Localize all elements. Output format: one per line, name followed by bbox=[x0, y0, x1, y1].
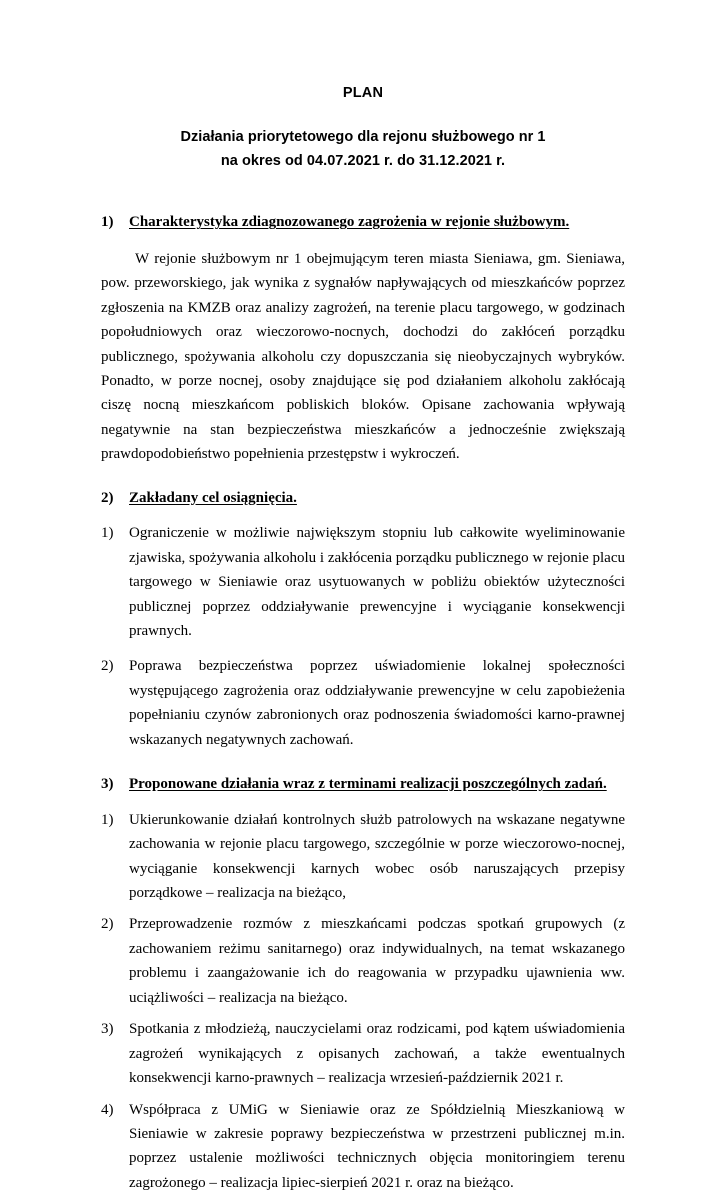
list-item-text: Przeprowadzenie rozmów z mieszkańcami podczas spotkań grupowych (z zachowaniem reżimu sanitarnego) oraz indywidualnych, na temat wskazanego problemu i zaangażowanie ich do reagowania w przypadku ujawnienia ww. uciążliwości – realizacja na bieżąco. bbox=[129, 916, 625, 1006]
list-item bbox=[101, 912, 625, 1010]
list-item-number: 1) bbox=[101, 525, 114, 542]
subtitle-line-2: na okres od 04.07.2021 r. do 31.12.2021 r. bbox=[220, 152, 506, 169]
page-title: PLAN bbox=[342, 85, 384, 101]
list-item-number: 3) bbox=[101, 1021, 114, 1038]
list-item bbox=[101, 521, 625, 643]
title-block bbox=[101, 0, 625, 173]
subtitle-line-1: Działania priorytetowego dla rejonu służbowego nr 1 bbox=[180, 129, 546, 146]
document-content bbox=[101, 0, 625, 1202]
list-item-number: 1) bbox=[101, 811, 114, 828]
section-2-list bbox=[101, 521, 625, 752]
list-item-text: Poprawa bezpieczeństwa poprzez uświadomienie lokalnej społeczności występującego zagrożenia oraz oddziaływanie prewencyjne w celu zapobieżenia popełnianiu czynów zabronionych oraz podnoszenia świadomości karno-prawnej wskazanych negatywnych zachowań. bbox=[129, 658, 625, 748]
list-item-text: Spotkania z młodzieżą, nauczycielami oraz rodzicami, pod kątem uświadomienia zagrożeń wynikających z opisanych zachowań, a także ewentualnych konsekwencji karno-prawnych – realizacja wrzesień-październik 2021 r. bbox=[129, 1021, 625, 1087]
section-title-1: Charakterystyka zdiagnozowanego zagrożenia w rejonie służbowym. bbox=[129, 214, 570, 231]
list-item bbox=[101, 654, 625, 752]
section-heading-1 bbox=[101, 213, 625, 233]
list-item-number: 2) bbox=[101, 658, 114, 675]
document-subtitle bbox=[101, 126, 625, 173]
section-3-list bbox=[101, 808, 625, 1196]
section-title-2: Zakładany cel osiągnięcia. bbox=[129, 489, 297, 506]
section-heading-2 bbox=[101, 489, 625, 509]
section-number-2: 2) bbox=[101, 489, 114, 506]
section-title-3: Proponowane działania wraz z terminami realizacji poszczególnych zadań. bbox=[129, 776, 607, 793]
section-1-paragraph: W rejonie służbowym nr 1 obejmującym teren miasta Sieniawa, gm. Sieniawa, pow. przeworskiego, jak wynika z sygnałów napływających od mieszkańców poprzez zgłoszenia na KMZB oraz analizy zagrożeń, na terenie placu targowego, w godzinach popołudniowych oraz wieczorowo-nocnych, dochodzi do zakłóceń porządku publicznego, spożywania alkoholu czy dopuszczania się nieobyczajnych wybryków. Ponadto, w porze nocnej, osoby znajdujące się pod działaniem alkoholu zakłócają ciszę nocną mieszkańcom pobliskich bloków. Opisane zachowania wpływają negatywnie na stan bezpieczeństwa mieszkańców a jednocześnie zwiększają prawdopodobieństwo popełnienia przestępstw i wykroczeń. bbox=[101, 250, 625, 463]
list-item-text: Ukierunkowanie działań kontrolnych służb patrolowych na wskazane negatywne zachowania w rejonie placu targowego, szczególnie w porze wieczorowo-nocnej, wyciąganie konsekwencji karnych wobec osób naruszających przepisy porządkowe – realizacja na bieżąco, bbox=[129, 811, 625, 902]
list-item-text: Współpraca z UMiG w Sieniawie oraz ze Spółdzielnią Mieszkaniową w Sieniawie w zakresie poprawy bezpieczeństwa w przestrzeni publicznej m.in. poprzez ustalenie możliwości technicznych objęcia monitoringiem terenu zagrożonego – realizacja lipiec-sierpień 2021 r. oraz na bieżąco. bbox=[129, 1101, 625, 1191]
list-item bbox=[101, 1017, 625, 1090]
section-heading-3 bbox=[101, 775, 625, 795]
list-item bbox=[101, 808, 625, 906]
list-item-number: 4) bbox=[101, 1101, 114, 1118]
list-item-number: 2) bbox=[101, 916, 114, 933]
list-item bbox=[101, 1098, 625, 1196]
section-number-3: 3) bbox=[101, 776, 114, 793]
section-number-1: 1) bbox=[101, 214, 114, 231]
list-item-text: Ograniczenie w możliwie największym stopniu lub całkowite wyeliminowanie zjawiska, spożywania alkoholu i zakłócenia porządku publicznego w rejonie placu targowego w Sieniawie oraz usytuowanych w pobliżu obiektów użyteczności publicznej poprzez oddziaływanie prewencyjne i wyciąganie konsekwencji prawnych. bbox=[129, 525, 625, 640]
